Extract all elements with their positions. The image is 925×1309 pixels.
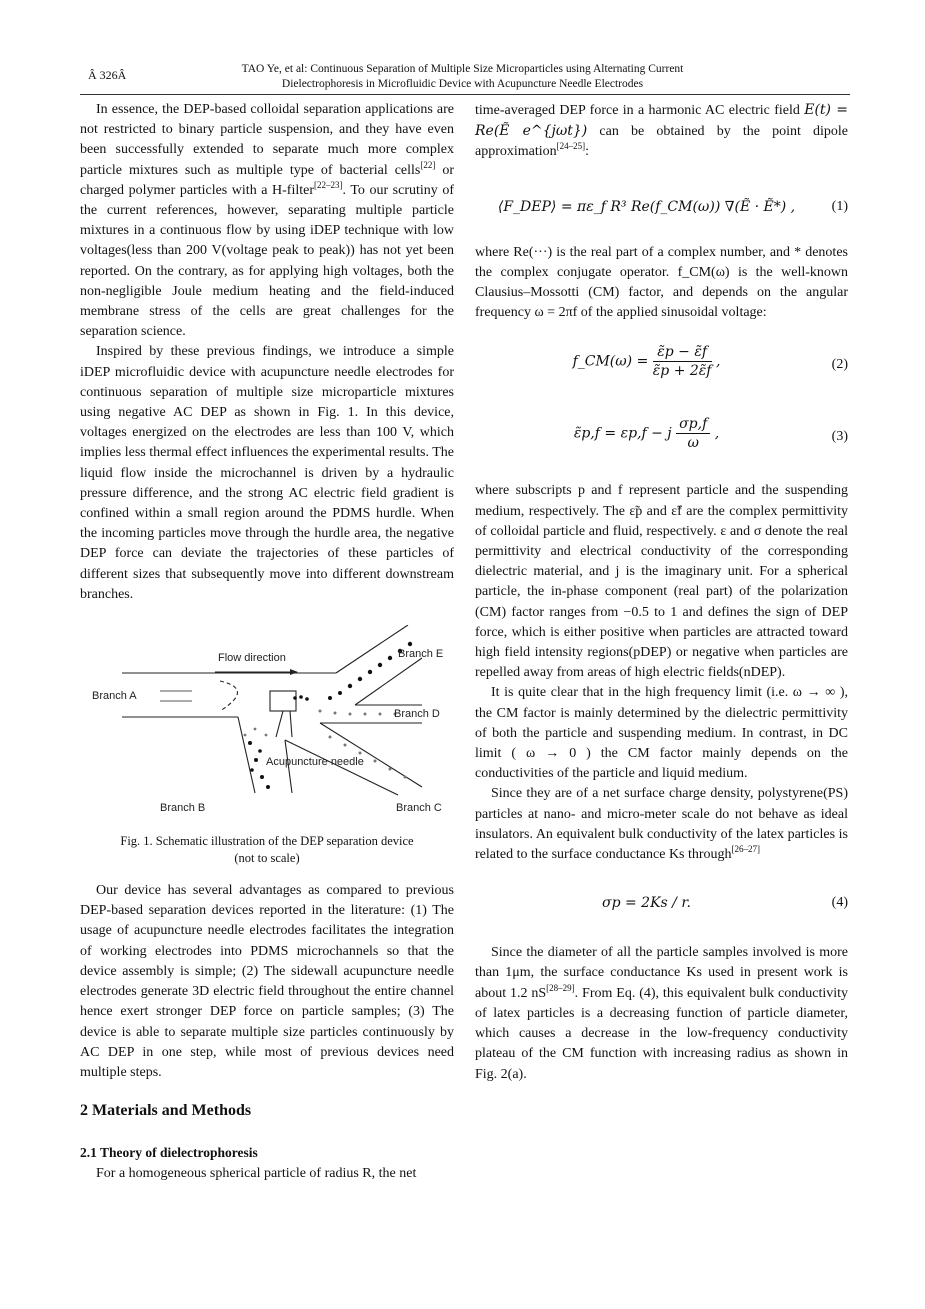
equation-2: f_CM(ω) = $\frac{\varepsiloñp - \varepsiloñf}{\varepsiloñp + 2\varepsiloñf}$ , (2): [572, 344, 848, 380]
running-header: [200, 62, 725, 92]
paragraph: where subscripts p and f represent particle and the suspending medium, respectively. The ε̃p and ε̃f are the complex permittivity of colloidal particle and fluid, respectively. ε and σ denote the real permittivity and electrical conductivity of the corresponding dielectric material, and j is the imaginary unit. For a spherical particle, the in-phase component (real part) of the polarization (CM) factor ranges from −0.5 to 1 and defines the sign of DEP force, which is either positive when particles are attracted toward high field intensity regions(pDEP) or negative when particles are repelled away from areas of high electric fields(nDEP).: [475, 483, 848, 681]
paragraph: In essence, the DEP-based colloidal separation applications are not restricted to binary particle suspension, and they have even been successfully extended to separate much more complex particle mixtures such as multiple type of bacterial cells[22] or charged polymer particles with a H-filter[22–23]. To our scrutiny of the current references, however, separating multiple particle mixtures in a continuous flow by using iDEP technique with low voltages(less than 200 V(voltage peak to peak)) has not yet been reported. On the contrary, as for applying high voltages, both the non-negligible Joule medium heating and the field-induced membrane stress of the cells are great challenges for the separation science.: [80, 102, 455, 340]
paragraph: For a homogeneous spherical particle of radius R, the net: [96, 1165, 417, 1181]
caption-line: (not to scale): [234, 851, 300, 866]
figure-1: [80, 625, 454, 825]
paragraph: Our device has several advantages as compared to previous DEP-based separation devices reported in the literature: (1) The usage of acupuncture needle electrodes facilitates the integration of working electrodes into PDMS microchannels so that the device assembly is simple; (2) The sidewall acupuncture needle electrodes generate 3D electric field throughout the entire channel hence exert stronger DEP force on particle samples; (3) The device is able to separate multiple size particles continuously by AC DEP in one step, while most of previous devices need multiple steps.: [80, 883, 454, 1080]
citation: [24–25]: [556, 141, 586, 152]
paragraph: Since the diameter of all the particle samples involved is more than 1μm, the surface conductance Ks used in present work is about 1.2 nS[28–29]. From Eq. (4), this equivalent bulk conductivity of latex particles is a decreasing function of particle diameter, which causes a decrease in the low-frequency conductivity plateau of the CM function with increasing radius as shown in Fig. 2(a).: [475, 945, 848, 1082]
equation-number: (2): [831, 357, 848, 373]
inline-equation: E(t) = Re(Ẽ e^{jωt}): [475, 102, 849, 140]
header-rule: [80, 94, 850, 95]
equation-3: ε̃p,f = εp,f − j $\frac{\sigma p,f}{\omega}$ , (3): [573, 416, 848, 452]
header-title-line1: TAO Ye, et al: Continuous Separation of Multiple Size Microparticles using Alternating Current: [241, 63, 684, 75]
paragraph: Inspired by these previous findings, we introduce a simple iDEP microfluidic device with acupuncture needle electrodes for continuous separation of multiple size microparticle mixtures using negative AC DEP as shown in Fig. 1. In this device, voltages energized on the electrodes are less than 100 V, which implies less thermal effect influences the experimental results. The liquid flow inside the microchannel is driven by a hydraulic pressure difference, and the strong AC electric field gradient is confined within a small region around the PDMS hurdle. When the incoming particles move through the hurdle area, the negative DEP force can deviate the trajectories of these particles of different sizes that subsequently move into different downstream branches.: [80, 344, 454, 602]
header-title-line2: Dielectrophoresis in Microfluidic Device with Acupuncture Needle Electrodes: [281, 78, 644, 90]
schematic-diagram: [80, 625, 454, 825]
branch-c-label: Branch C: [396, 802, 442, 815]
citation: [28–29]: [546, 982, 575, 993]
equation-number: (3): [831, 429, 848, 445]
equation-4: σp = 2Ks / r. (4): [475, 881, 848, 931]
paragraph: time-averaged DEP force in a harmonic AC electric field E(t) = Re(Ẽ e^{jωt}) can be obtained by the point dipole approximation[24–25]:: [475, 102, 849, 160]
branch-e-label: Branch E: [398, 648, 444, 661]
acupuncture-needle-label: Acupuncture needle: [266, 756, 364, 769]
equation-number: (4): [831, 895, 848, 911]
left-column: [80, 100, 454, 1184]
flow-direction-label: Flow direction: [218, 652, 286, 665]
branch-d-label: Branch D: [394, 708, 440, 721]
paragraph: It is quite clear that in the high frequency limit (i.e. ω → ∞ ), the CM factor is mainly determined by the dielectric permittivity of both the particle and suspending medium. In contrast, in DC limit ( ω → 0 ) the CM factor mainly depends on the conductivities of the particle and liquid medium.: [475, 685, 848, 782]
flow-arrow-icon: [290, 669, 298, 675]
paragraph: Since they are of a net surface charge density, polystyrene(PS) particles at nano- and micro-meter scale do not behave as ideal insulators. An equivalent bulk conductivity of the latex particles is related to the surface conductance Ks through[26–27]: [475, 786, 848, 863]
figure-caption: [80, 833, 454, 867]
subsection-heading: 2.1 Theory of dielectrophoresis: [80, 1145, 258, 1161]
branch-a-label: Branch A: [92, 690, 137, 703]
caption-line: Fig. 1. Schematic illustration of the DEP separation device: [120, 834, 414, 849]
section-heading: 2 Materials and Methods: [80, 1102, 252, 1120]
paragraph: where Re(···) is the real part of a complex number, and * denotes the complex conjugate operator. f_CM(ω) is the well-known Clausius–Mossotti (CM) factor, and depends on the angular frequency ω = 2πf of the applied sinusoidal voltage:: [475, 244, 848, 321]
equation-1: ⟨F_DEP⟩ = πε_f R³ Re(f_CM(ω)) ∇(Ẽ · Ẽ*) , (1): [475, 185, 848, 235]
citation: [22–23]: [314, 179, 343, 190]
right-column: [475, 100, 848, 1085]
citation: [26–27]: [731, 844, 761, 855]
equation-number: (1): [831, 198, 848, 214]
citation: [22]: [420, 159, 436, 170]
page-number: Â 326Â: [88, 68, 127, 82]
branch-b-label: Branch B: [160, 802, 206, 815]
